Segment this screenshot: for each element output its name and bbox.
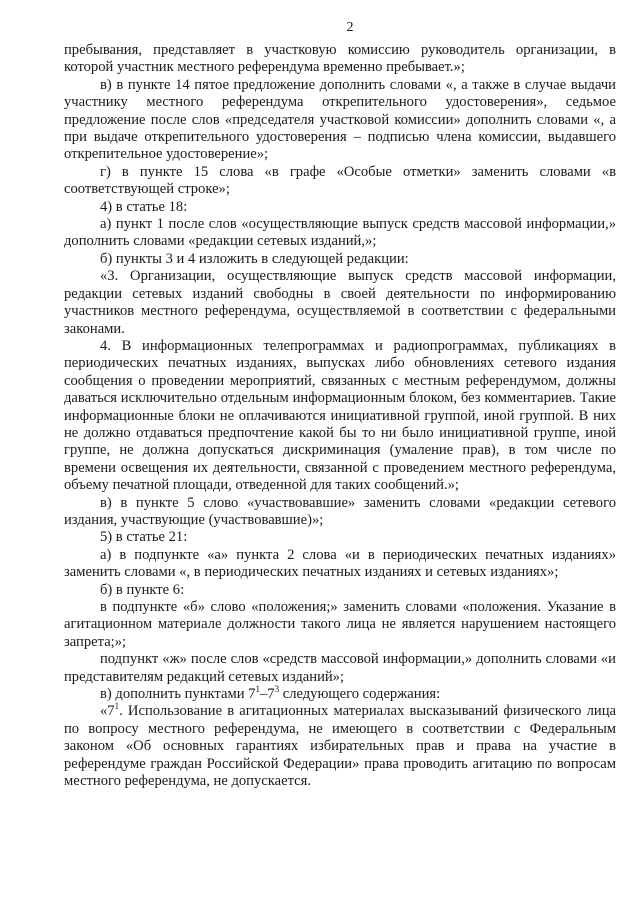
- paragraph: пребывания, представляет в участковую комиссию руководитель организации, в которой участник местного референдума временно пребывает.»;: [64, 42, 616, 76]
- paragraph-item-7-1: «$7^1$. Использование в агитационных материалах высказываний физического лица по вопросу местного референдума, не имеющего в соответствии с Федеральным законом «Об основных гарантиях избирательных прав и права на участие в референдуме граждан Российской Федерации» права проводить агитацию по вопросам местного референдума, не допускается.: [64, 701, 616, 790]
- paragraph: в) в пункте 14 пятое предложение дополнить словами «, а также в случае выдачи участнику местного референдума открепительного удостоверения», седьмое предложение после слов «председателя участковой комиссии» дополнить словами «, а при выдаче открепительного удостоверения – подписью члена комиссии, выдавшего открепительное удостоверение»;: [64, 76, 616, 163]
- paragraph: 5) в статье 21:: [100, 529, 188, 546]
- paragraph-item-v: в) дополнить пунктами $7^1-7^3$ следующего содержания:: [100, 684, 441, 703]
- paragraph: а) пункт 1 после слов «осуществляющие выпуск средств массовой информации,» дополнить словами «редакции сетевых изданий,»;: [64, 216, 616, 250]
- paragraph: б) в пункте 6:: [100, 581, 185, 598]
- paragraph: а) в подпункте «а» пункта 2 слова «и в периодических печатных изданиях» заменить словами «, в периодических печатных изданиях и сетевых изданиях»;: [64, 546, 616, 581]
- paragraph: 4. В информационных телепрограммах и радиопрограммах, публикациях в периодических печатных изданиях, выпусках либо обновлениях сетевого издания сообщения о проведении мероприятий, связанных с местным референдумом, должны даваться исключительно отдельным информационным блоком, без комментариев. Такие информационные блоки не оплачиваются инициативной группой, иной группой. В них не должно отдаваться предпочтение какой бы то ни было инициативной группе, иной группе, не должна допускаться дискриминация (умаление прав), в том числе по времени освещения их деятельности, связанной с проведением местного референдума, объему печатной площади, отведенной для таких сообщений.»;: [64, 337, 616, 494]
- document-body: [64, 42, 616, 790]
- paragraph: в) в пункте 5 слово «участвовавшие» заменить словами «редакции сетевого издания, участвующие (участвовавшие)»;: [64, 494, 616, 528]
- paragraph: «3. Организации, осуществляющие выпуск средств массовой информации, редакции сетевых изданий свободны в своей деятельности по информированию участников местного референдума, осуществляемой в соответствии с федеральными законами.: [64, 268, 616, 337]
- page-number: 2: [346, 20, 354, 35]
- paragraph: подпункт «ж» после слов «средств массовой информации,» дополнить словами «и представителям редакций сетевых изданий»;: [64, 651, 616, 685]
- paragraph: г) в пункте 15 слова «в графе «Особые отметки» заменить словами «в соответствующей строке»;: [64, 163, 616, 198]
- paragraph: б) пункты 3 и 4 изложить в следующей редакции:: [100, 250, 409, 267]
- paragraph: в подпункте «б» слово «положения;» заменить словами «положения. Указание в агитационном материале должности такого лица не является нарушением настоящего запрета;»;: [64, 599, 616, 650]
- paragraph: 4) в статье 18:: [100, 198, 188, 215]
